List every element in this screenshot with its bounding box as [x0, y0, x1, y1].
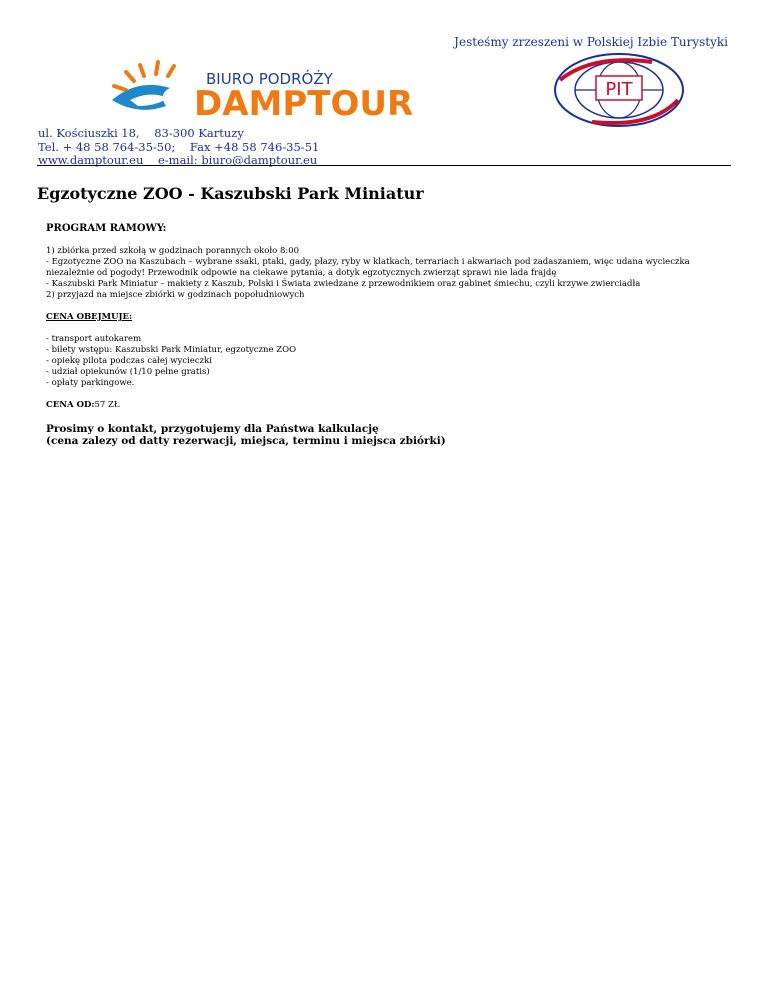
- program-heading: PROGRAM RAMOWY:: [46, 223, 167, 234]
- price-line: [46, 400, 706, 411]
- program-line: 2) przyjazd na miejsce zbiórki w godzinach popołudniowych: [46, 290, 305, 300]
- web-email-line[interactable]: www.damptour.eu e-mail: biuro@damptour.eu: [38, 153, 318, 167]
- pit-seal-logo[interactable]: [552, 52, 686, 128]
- program-list: [46, 246, 706, 301]
- includes-item: - transport autokarem: [46, 334, 142, 344]
- header-divider: [37, 165, 731, 166]
- includes-heading: CENA OBEJMUJE:: [46, 312, 133, 322]
- address-line: ul. Kościuszki 18, 83-300 Kartuzy: [38, 126, 244, 140]
- page-title: Egzotyczne ZOO - Kaszubski Park Miniatur: [37, 184, 424, 203]
- contact-request: [46, 423, 706, 447]
- includes-item: - opiekę pilota podczas całej wycieczki: [46, 356, 212, 366]
- price-label: CENA OD:: [46, 400, 95, 410]
- program-line: 1) zbiórka przed szkołą w godzinach porannych około 8:00: [46, 246, 300, 256]
- contact-block: [38, 127, 319, 168]
- includes-item: - bilety wstępu: Kaszubski Park Miniatur, egzotyczne ZOO: [46, 345, 297, 355]
- includes-list: [46, 334, 706, 389]
- phone-fax-line[interactable]: Tel. + 48 58 764-35-50; Fax +48 58 746-35-51: [38, 139, 320, 154]
- logo-top-text: BIURO PODRÓŻY: [206, 70, 333, 88]
- logo-main-text: DAMPTOUR: [194, 84, 414, 120]
- includes-item: - opłaty parkingowe.: [46, 378, 135, 388]
- contact-request-note: (cena zalezy od datty rezerwacji, miejsca, terminu i miejsca zbiórki): [46, 435, 446, 447]
- pit-seal-text: PIT: [605, 79, 633, 100]
- includes-item: - udział opiekunów (1/10 pełne gratis): [46, 367, 210, 377]
- price-value: 57 ZŁ: [94, 400, 120, 410]
- damptour-logo[interactable]: [108, 60, 438, 120]
- program-line: - Kaszubski Park Miniatur – makiety z Kaszub, Polski i Świata zwiedzane z przewodnikiem oraz gabinet śmiechu, czyli krzywe zwierciadła: [46, 279, 641, 289]
- offer-content: [46, 223, 706, 447]
- sun-wave-icon: [112, 62, 174, 110]
- pit-membership-caption: Jesteśmy zrzeszeni w Polskiej Izbie Turystyki: [454, 35, 728, 49]
- contact-request-line: Prosimy o kontakt, przygotujemy dla Państwa kalkulację: [46, 423, 379, 435]
- program-line: - Egzotyczne ZOO na Kaszubach – wybrane ssaki, ptaki, gady, płazy, ryby w klatkach, terrariach i akwariach pod zadaszaniem, więc udana wycieczka niezależnie od pogody! Przewodnik odpowie na ciekawe pytania, a dotyk egzotycznych zwierząt sprawi nie lada frajdę: [46, 257, 690, 278]
